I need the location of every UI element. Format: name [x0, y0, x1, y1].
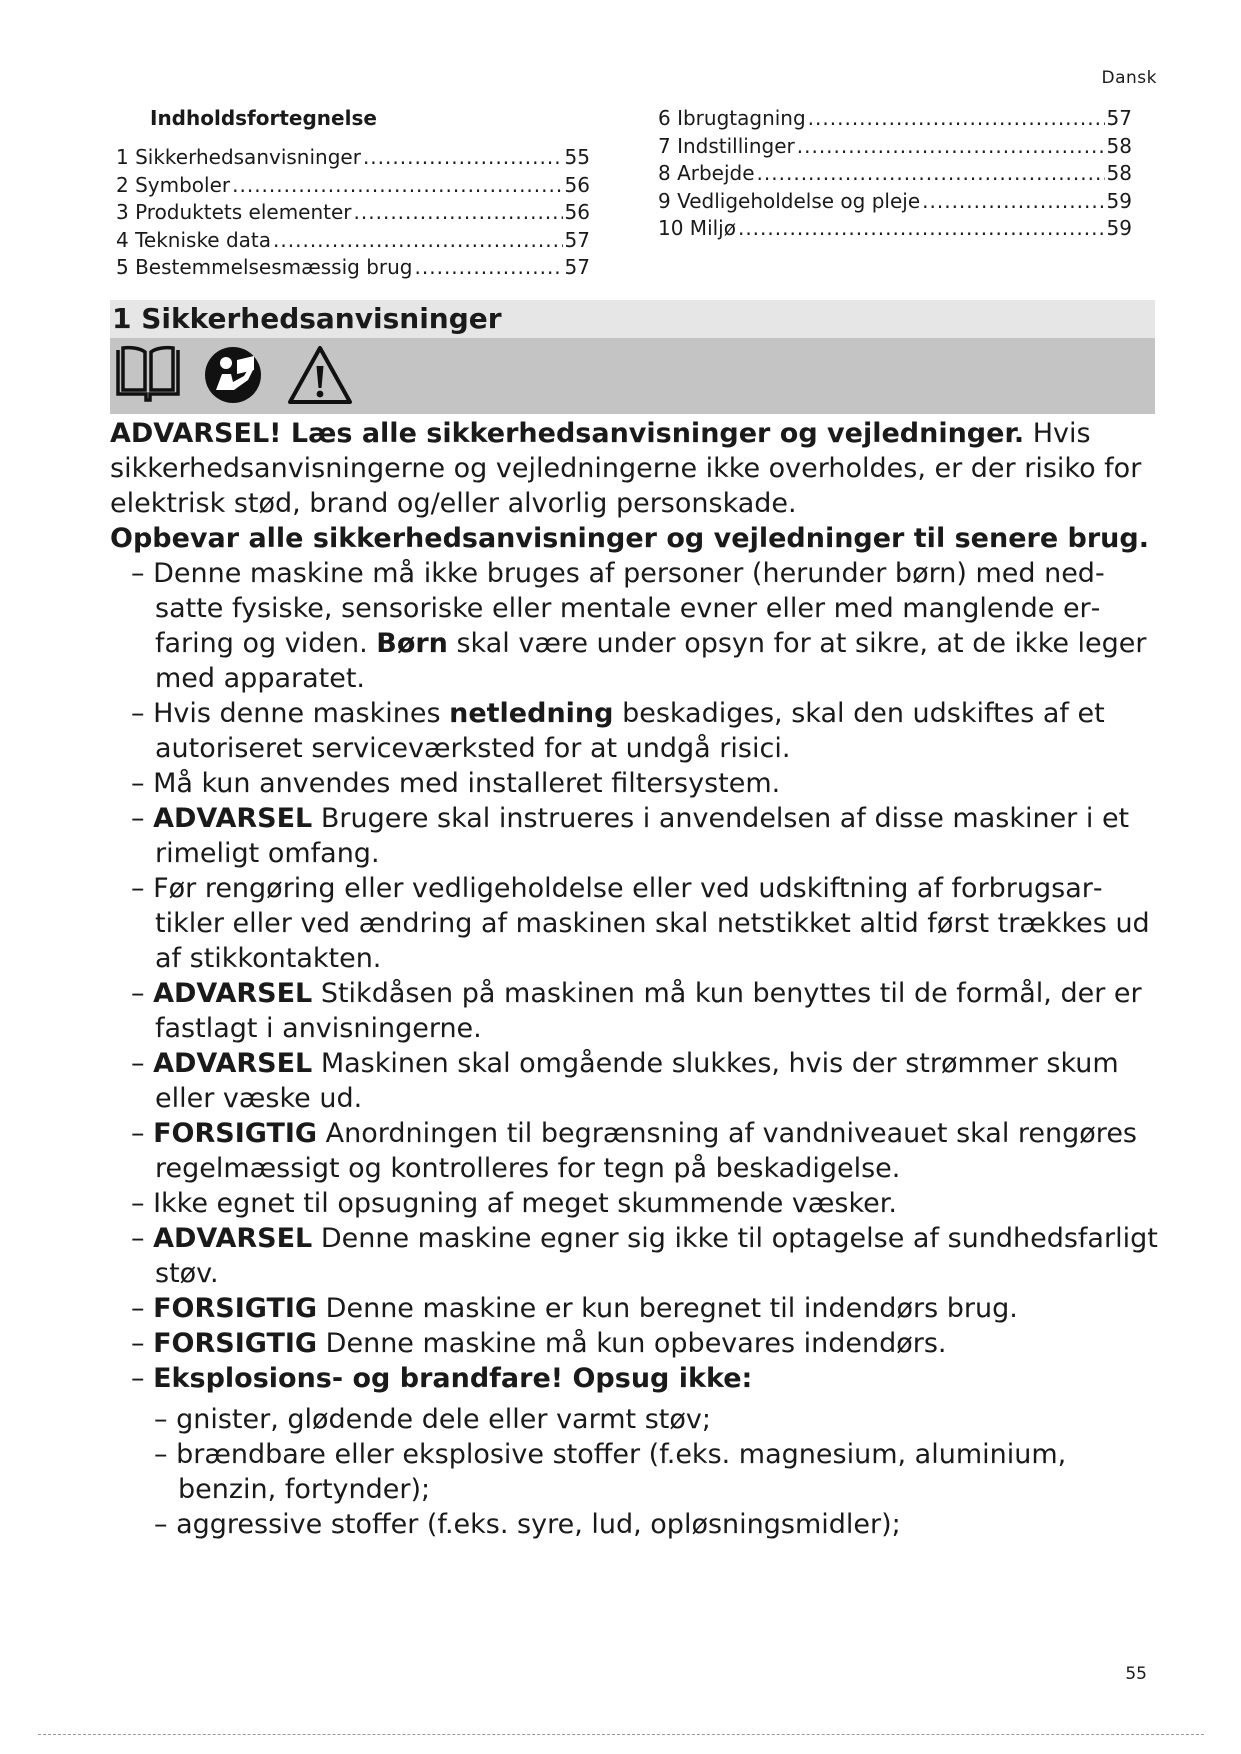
list-item-text: – — [131, 1118, 154, 1149]
list-item-emphasis: netledning — [449, 698, 614, 729]
toc-entry-page: 59 — [1106, 188, 1132, 213]
warning-triangle-icon — [286, 344, 354, 406]
sub-list-item: – brændbare eller eksplosive stoffer (f.eks. magnesium, aluminium, benzin, fortynder); — [154, 1439, 1067, 1505]
list-item-emphasis: Eksplosions- og brandfare! Opsug ikke: — [153, 1363, 753, 1394]
toc-entry[interactable] — [658, 160, 1132, 188]
list-item-text: – Denne maskine må ikke bruges af personer (herunder børn) med nedsatte fysiske, sensoriske eller mentale evner eller med manglende erfaring og viden. — [131, 558, 1105, 659]
list-item-emphasis: ADVARSEL — [153, 1048, 313, 1079]
read-instructions-icon — [204, 346, 262, 404]
safety-icons-band — [110, 338, 1155, 414]
list-item-text: Anordningen til begrænsning af vandniveauet skal rengøres regelmæssigt og kontrolleres for tegn på beskadigelse. — [155, 1118, 1137, 1184]
toc-entry[interactable] — [658, 133, 1132, 161]
keep-instructions-note — [110, 521, 1160, 556]
warning-lead: ADVARSEL! Læs alle sikkerhedsanvisninger og vejledninger. — [110, 418, 1025, 449]
keep-instructions-text: Opbevar alle sikkerhedsanvisninger og vejledninger til senere brug. — [110, 523, 1149, 554]
list-item-text: Denne maskine må kun opbevares indendørs. — [317, 1328, 947, 1359]
toc-entry-label: 10 Miljø — [658, 216, 736, 240]
list-item-text: – Før rengøring eller vedligeholdelse eller ved udskiftning af forbrugsartikler eller ved ændring af maskinen skal netstikket altid først trækkes ud af stikkontakten. — [131, 873, 1150, 974]
sub-list-item: – aggressive stoffer (f.eks. syre, lud, opløsningsmidler); — [154, 1509, 901, 1540]
list-item-text: – — [131, 978, 154, 1009]
toc-entry-label: 8 Arbejde — [658, 161, 755, 185]
toc-leader-dots — [363, 144, 563, 172]
toc-entry-page: 57 — [564, 227, 590, 252]
list-item-text: – Ikke egnet til opsugning af meget skummende væsker. — [131, 1188, 897, 1219]
section-title: 1 Sikkerhedsanvisninger — [112, 302, 502, 335]
list-item-text: Stikdåsen på maskinen må kun benyttes til de formål, der er fastlagt i anvisningerne. — [155, 978, 1142, 1044]
toc-leader-dots — [273, 227, 563, 255]
list-item — [110, 1046, 1160, 1116]
list-item-text: – — [131, 1293, 154, 1324]
toc-entry[interactable] — [658, 215, 1132, 243]
toc-entry[interactable] — [116, 254, 590, 282]
footer-divider — [38, 1734, 1204, 1735]
list-item-text: – — [131, 1223, 154, 1254]
list-item — [110, 1326, 1160, 1361]
toc-entry-label: 9 Vedligeholdelse og pleje — [658, 188, 921, 213]
toc-leader-dots — [232, 172, 562, 200]
list-item-text: Brugere skal instrueres i anvendelsen af disse maskiner i et rimeligt omfang. — [155, 803, 1130, 869]
list-item-text: – — [131, 1363, 154, 1394]
toc-entry-page: 56 — [564, 200, 590, 224]
list-item-text: – — [131, 803, 154, 834]
list-item-emphasis: FORSIGTIG — [153, 1328, 318, 1359]
list-item — [110, 1221, 1160, 1291]
list-item — [110, 696, 1160, 766]
language-label: Dansk — [1101, 68, 1157, 88]
list-item-emphasis: ADVARSEL — [153, 803, 313, 834]
list-item-emphasis: FORSIGTIG — [153, 1293, 318, 1324]
list-item-text: – — [131, 1328, 154, 1359]
toc-entry-label: 7 Indstillinger — [658, 133, 795, 158]
toc-leader-dots — [797, 133, 1105, 161]
toc-entry-page: 58 — [1106, 133, 1132, 158]
toc-leader-dots — [738, 215, 1105, 243]
toc-entry-page: 59 — [1106, 216, 1132, 240]
manual-book-icon — [114, 344, 182, 404]
list-item — [110, 871, 1160, 976]
list-item-emphasis: FORSIGTIG — [153, 1118, 318, 1149]
toc-entry-label: 4 Tekniske data — [116, 227, 272, 252]
toc-leader-dots — [757, 160, 1105, 188]
toc-entry-page: 57 — [564, 255, 590, 279]
toc-left-column — [116, 144, 590, 282]
list-item — [110, 1361, 1160, 1396]
list-item-emphasis: ADVARSEL — [153, 1223, 313, 1254]
toc-entry-page: 58 — [1106, 161, 1132, 185]
list-item — [110, 556, 1160, 696]
list-item-text: – Må kun anvendes med installeret filtersystem. — [131, 768, 781, 799]
toc-leader-dots — [415, 254, 563, 282]
toc-entry-page: 55 — [564, 145, 590, 169]
toc-title: Indholdsfortegnelse — [150, 106, 377, 130]
toc-entry-page: 56 — [564, 172, 590, 197]
toc-leader-dots — [808, 105, 1105, 133]
list-item — [110, 766, 1160, 801]
toc-entry[interactable] — [116, 172, 590, 200]
warning-paragraph — [110, 416, 1160, 521]
toc-entry[interactable] — [116, 227, 590, 255]
toc-entry[interactable] — [116, 199, 590, 227]
toc-right-column — [658, 105, 1132, 243]
toc-entry[interactable] — [116, 144, 590, 172]
sub-list-item: – gnister, glødende dele eller varmt støv; — [154, 1404, 711, 1435]
toc-entry-label: 2 Symboler — [116, 172, 231, 197]
list-item-text: skal være under opsyn for at sikre, at de ikke leger med apparatet. — [155, 628, 1147, 694]
toc-entry[interactable] — [658, 105, 1132, 133]
list-item-text: Denne maskine egner sig ikke til optagelse af sundhedsfarligt støv. — [155, 1223, 1158, 1289]
toc-entry[interactable] — [658, 188, 1132, 216]
list-item — [110, 1291, 1160, 1326]
list-item-text: – Hvis denne maskines — [131, 698, 450, 729]
warning-text: Hvis sikkerhedsanvisningerne og vejledningerne ikke overholdes, er der risiko for elektrisk stød, brand og/eller alvorlig personskade. — [110, 418, 1142, 519]
list-item-emphasis: Børn — [376, 628, 448, 659]
toc-leader-dots — [354, 199, 563, 227]
list-item-emphasis: ADVARSEL — [153, 978, 313, 1009]
toc-leader-dots — [922, 188, 1104, 216]
list-item-text: beskadiges, skal den udskiftes af et autoriseret serviceværksted for at undgå risici. — [155, 698, 1105, 764]
list-item — [110, 976, 1160, 1046]
toc-entry-page: 57 — [1106, 106, 1132, 130]
toc-entry-label: 1 Sikkerhedsanvisninger — [116, 145, 361, 169]
list-item-text: – — [131, 1048, 154, 1079]
toc-entry-label: 3 Produktets elementer — [116, 200, 352, 224]
safety-instructions-text — [110, 416, 1160, 1542]
toc-entry-label: 5 Bestemmelsesmæssig brug — [116, 255, 413, 279]
page-number: 55 — [1125, 1664, 1147, 1684]
list-item-text: Denne maskine er kun beregnet til indendørs brug. — [317, 1293, 1018, 1324]
list-item — [110, 1186, 1160, 1221]
toc-entry-label: 6 Ibrugtagning — [658, 106, 806, 130]
list-item-text: Maskinen skal omgående slukkes, hvis der strømmer skum eller væske ud. — [155, 1048, 1119, 1114]
list-item — [110, 801, 1160, 871]
list-item — [110, 1116, 1160, 1186]
